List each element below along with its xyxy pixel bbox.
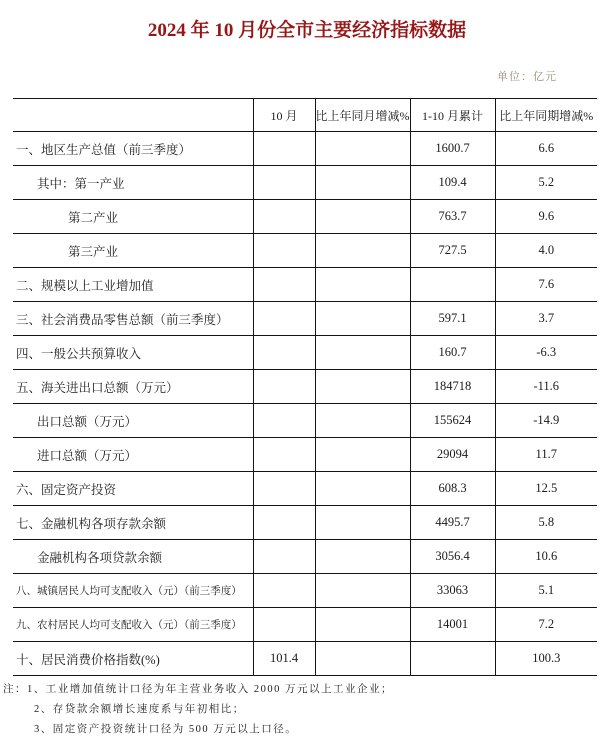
cumulative-value-cell: 160.7: [410, 336, 495, 370]
table-row: [13, 166, 597, 200]
indicator-cell: 其中：第一产业: [37, 176, 125, 191]
cumulative-value-cell: 155624: [410, 404, 495, 438]
yoy-change-cell: 7.6: [495, 268, 597, 302]
col-header-mom-change: 比上年同月增减%: [315, 99, 410, 132]
mom-change-cell: [315, 506, 410, 540]
page-title: 2024 年 10 月份全市主要经济指标数据: [147, 20, 467, 41]
yoy-change-cell: 5.1: [495, 574, 597, 608]
mom-change-cell: [315, 574, 410, 608]
month-value-cell: [253, 234, 315, 268]
yoy-change-cell: 4.0: [495, 234, 597, 268]
indicator-cell: 九、农村居民人均可支配收入（元）（前三季度）: [16, 620, 242, 631]
month-value-cell: [253, 336, 315, 370]
indicator-cell: 二、规模以上工业增加值: [16, 278, 154, 293]
yoy-change-cell: -6.3: [495, 336, 597, 370]
indicator-cell: 六、固定资产投资: [16, 482, 117, 497]
indicator-cell: 一、地区生产总值（前三季度）: [16, 142, 192, 157]
header-row: [13, 99, 597, 132]
yoy-change-cell: 3.7: [495, 302, 597, 336]
table-row: [13, 506, 597, 540]
col-header-indicator: [13, 99, 253, 132]
month-value-cell: [253, 370, 315, 404]
indicator-cell: 第三产业: [68, 244, 119, 259]
table-row: [13, 370, 597, 404]
yoy-change-cell: 10.6: [495, 540, 597, 574]
cumulative-value-cell: 727.5: [410, 234, 495, 268]
footnotes: [3, 680, 614, 740]
footnote-line: 注：1、工业增加值统计口径为年主营业务收入 2000 万元以上工业企业；: [3, 684, 393, 695]
table-row: [13, 336, 597, 370]
cumulative-value-cell: 4495.7: [410, 506, 495, 540]
mom-change-cell: [315, 268, 410, 302]
month-value-cell: [253, 608, 315, 642]
mom-change-cell: [315, 608, 410, 642]
unit-label: 单位：亿元: [497, 71, 557, 83]
month-value-cell: [253, 438, 315, 472]
report-page: [0, 16, 614, 740]
mom-change-cell: [315, 540, 410, 574]
table-row: [13, 540, 597, 574]
table-row: [13, 438, 597, 472]
month-value-cell: [253, 166, 315, 200]
table-row: [13, 574, 597, 608]
month-value-cell: [253, 302, 315, 336]
yoy-change-cell: 5.2: [495, 166, 597, 200]
yoy-change-cell: 9.6: [495, 200, 597, 234]
yoy-change-cell: 11.7: [495, 438, 597, 472]
month-value-cell: [253, 404, 315, 438]
table-row: [13, 200, 597, 234]
cumulative-value-cell: 33063: [410, 574, 495, 608]
table-header: [13, 99, 597, 132]
yoy-change-cell: 12.5: [495, 472, 597, 506]
indicator-cell: 四、一般公共预算收入: [16, 346, 142, 361]
indicators-table: [13, 98, 597, 676]
table-row: [13, 268, 597, 302]
table-row: [13, 404, 597, 438]
indicator-cell: 十、居民消费价格指数(%): [16, 652, 160, 667]
month-value-cell: [253, 200, 315, 234]
mom-change-cell: [315, 404, 410, 438]
table-row: [13, 234, 597, 268]
month-value-cell: [253, 132, 315, 166]
col-header-month: 10 月: [253, 99, 315, 132]
table-row: [13, 132, 597, 166]
footnote-line: 3、固定资产投资统计口径为 500 万元以上口径。: [34, 724, 298, 735]
cumulative-value-cell: 109.4: [410, 166, 495, 200]
cumulative-value-cell: 1600.7: [410, 132, 495, 166]
mom-change-cell: [315, 166, 410, 200]
cumulative-value-cell: 184718: [410, 370, 495, 404]
cumulative-value-cell: 14001: [410, 608, 495, 642]
yoy-change-cell: -14.9: [495, 404, 597, 438]
cumulative-value-cell: 763.7: [410, 200, 495, 234]
indicator-cell: 第二产业: [68, 210, 119, 225]
month-value-cell: [253, 268, 315, 302]
table-row: [13, 642, 597, 676]
mom-change-cell: [315, 472, 410, 506]
table-row: [13, 608, 597, 642]
month-value-cell: 101.4: [253, 642, 315, 676]
mom-change-cell: [315, 302, 410, 336]
indicator-cell: 进口总额（万元）: [37, 448, 138, 463]
yoy-change-cell: -11.6: [495, 370, 597, 404]
mom-change-cell: [315, 336, 410, 370]
col-header-cumulative: 1-10 月累计: [410, 99, 495, 132]
indicator-cell: 五、海关进出口总额（万元）: [16, 380, 179, 395]
table-row: [13, 302, 597, 336]
yoy-change-cell: 6.6: [495, 132, 597, 166]
cumulative-value-cell: [410, 268, 495, 302]
table-body: [13, 132, 597, 676]
yoy-change-cell: 5.8: [495, 506, 597, 540]
month-value-cell: [253, 472, 315, 506]
mom-change-cell: [315, 438, 410, 472]
cumulative-value-cell: [410, 642, 495, 676]
cumulative-value-cell: 29094: [410, 438, 495, 472]
month-value-cell: [253, 574, 315, 608]
indicator-cell: 出口总额（万元）: [37, 414, 138, 429]
month-value-cell: [253, 506, 315, 540]
indicator-cell: 三、社会消费品零售总额（前三季度）: [16, 312, 229, 327]
mom-change-cell: [315, 200, 410, 234]
indicator-cell: 八、城镇居民人均可支配收入（元）（前三季度）: [16, 586, 242, 597]
col-header-yoy-change: 比上年同期增减%: [495, 99, 597, 132]
month-value-cell: [253, 540, 315, 574]
yoy-change-cell: 100.3: [495, 642, 597, 676]
indicator-cell: 七、金融机构各项存款余额: [16, 516, 167, 531]
indicator-cell: 金融机构各项贷款余额: [37, 550, 163, 565]
mom-change-cell: [315, 642, 410, 676]
table-row: [13, 472, 597, 506]
cumulative-value-cell: 3056.4: [410, 540, 495, 574]
cumulative-value-cell: 597.1: [410, 302, 495, 336]
yoy-change-cell: 7.2: [495, 608, 597, 642]
mom-change-cell: [315, 234, 410, 268]
mom-change-cell: [315, 132, 410, 166]
cumulative-value-cell: 608.3: [410, 472, 495, 506]
mom-change-cell: [315, 370, 410, 404]
footnote-line: 2、存贷款余额增长速度系与年初相比；: [34, 704, 245, 715]
